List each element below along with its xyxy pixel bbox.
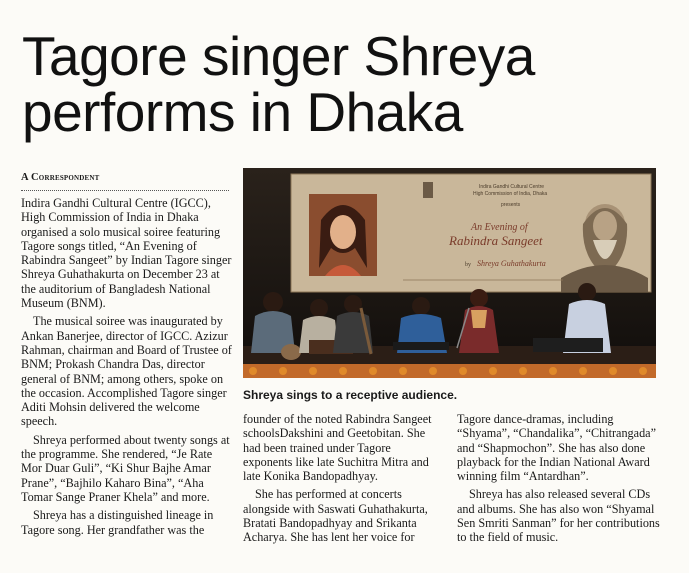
article-column-1 <box>21 196 232 541</box>
headline: Tagore singer Shreya performs in Dhaka <box>22 25 535 143</box>
byline-divider <box>21 190 229 191</box>
article-column-3 <box>457 412 667 549</box>
banner-by: by <box>465 262 471 268</box>
paragraph: founder of the noted Rabindra Sangeet schoolsDakshini and Geetobitan. She had been trained under Tagore exponents like late Suchitra Mitra and late Konika Bandopadhyay. <box>243 412 432 484</box>
musician-tabla <box>251 292 301 360</box>
paragraph: Shreya performed about twenty songs at the programme. She rendered, “Je Rate Mor Duar Guli”, “Ki Shur Bajhe Amar Prane”, “Bajhilo Kaharo Bina”, “Aha Tomar Sange Praner Khela” and more. <box>21 432 230 504</box>
paragraph: Tagore dance-dramas, including “Shyama”, “Chandalika”, “Chitrangada” and “Shapmochon”. She has also done playback for the Indian National Award winning film “Antardhan”. <box>457 412 656 484</box>
stage-marigold-border <box>243 364 656 378</box>
paragraph: Shreya has also released several CDs and albums. She has also won “Shyamal Sen Smriti Sanman” for her contributions to the field of music. <box>457 487 660 545</box>
singer-performing <box>457 289 499 353</box>
musician-keyboard <box>393 297 449 353</box>
banner-org-line2: High Commission of India, Dhaka <box>473 191 548 197</box>
concert-photo-illustration <box>243 168 656 378</box>
paragraph: She has performed at concerts alongside with Saswati Guhathakurta, Bratati Bandopadhyay and Srikanta Acharya. She has lent her voice for <box>243 487 428 545</box>
photo-caption: Shreya sings to a receptive audience. <box>243 388 458 402</box>
emblem-icon <box>423 182 433 198</box>
concert-photo <box>243 168 656 378</box>
paragraph: The musical soiree was inaugurated by Ankan Banerjee, director of IGCC. Azizur Rahman, chairman and Board of Trustee of BNM; Prokash Chandra Das, director general of BNM; among others, spoke on the occasion. Accomplished Tagore singer Aditi Mohsin delivered the welcome speech. <box>21 314 232 429</box>
article-column-2 <box>243 412 443 549</box>
musician-guitar <box>533 283 611 353</box>
byline: A Correspondent <box>21 172 100 183</box>
banner-title-1: An Evening of <box>471 222 528 233</box>
banner-presents: presents <box>501 202 521 208</box>
paragraph: Indira Gandhi Cultural Centre (IGCC), High Commission of India in Dhaka organised a solo musical soiree featuring Tagore songs titled, “An Evening of Rabindra Sangeet” by Indian Tagore singer Shreya Guhathakurta on December 23 at the auditorium of Bangladesh National Museum (BNM). <box>21 196 232 311</box>
banner-title-2: Rabindra Sangeet <box>449 233 543 248</box>
banner-org: Indira Gandhi Cultural Centre <box>479 184 545 190</box>
musician-esraj <box>333 295 373 354</box>
paragraph: Shreya has a distinguished lineage in Tagore song. Her grandfather was the <box>21 508 214 537</box>
banner-name: Shreya Guhathakurta <box>477 259 546 268</box>
